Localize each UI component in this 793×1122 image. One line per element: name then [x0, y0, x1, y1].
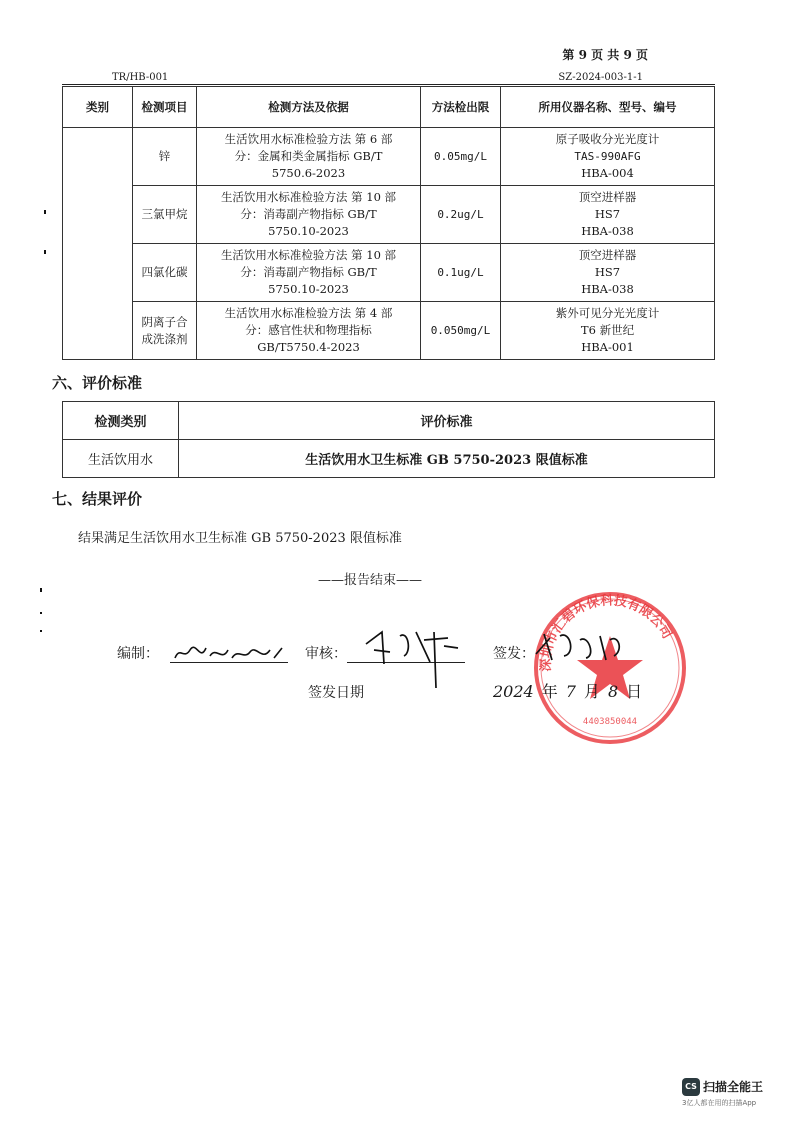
method-line: GB/T5750.4-2023 [257, 340, 360, 354]
issue-date-year: 2024 [493, 682, 534, 701]
method-line: 5750.10-2023 [268, 282, 349, 296]
evaluation-standard-table [62, 401, 715, 478]
reviewed-by-label: 审核： [305, 646, 347, 662]
table-row [63, 128, 715, 186]
doc-code-left: TR/HB-001 [112, 72, 169, 83]
instrument-cell [501, 244, 715, 302]
prepared-by-signature [170, 640, 288, 666]
test-category-cell: 生活饮用水 [63, 440, 179, 478]
standard-cell: 生活饮用水卫生标准 GB 5750-2023 限值标准 [179, 440, 715, 478]
doc-code-right: SZ-2024-003-1-1 [558, 72, 643, 83]
col-header-standard: 评价标准 [179, 402, 715, 440]
section-title-evaluation-standard: 六、评价标准 [52, 374, 143, 392]
instrument-id: HBA-001 [581, 340, 634, 354]
method-line: 生活饮用水标准检验方法 第 6 部 [224, 132, 393, 146]
day-unit: 日 [626, 682, 643, 701]
table-header-row [63, 87, 715, 128]
instrument-cell [501, 302, 715, 360]
page-number: 第 9 页 共 9 页 [562, 48, 648, 62]
report-end-marker: ——报告结束—— [318, 573, 423, 588]
svg-text:4403850044: 4403850044 [582, 717, 638, 727]
limit-cell: 0.1ug/L [421, 244, 501, 302]
issued-by-signature [530, 626, 630, 666]
table-row [63, 440, 715, 478]
issue-date-day: 8 [607, 682, 619, 701]
method-line: 生活饮用水标准检验方法 第 4 部 [224, 306, 393, 320]
issue-date-label: 签发日期 [308, 685, 364, 701]
method-line: 分：感官性状和物理指标 [245, 323, 372, 337]
result-text: 结果满足生活饮用水卫生标准 GB 5750-2023 限值标准 [78, 531, 402, 546]
table-header-row [63, 402, 715, 440]
table-row [63, 302, 715, 360]
col-header-method: 检测方法及依据 [197, 87, 421, 128]
scan-speck [40, 630, 42, 632]
section-title-result-evaluation: 七、结果评价 [52, 490, 143, 508]
instrument-model: HS7 [594, 207, 621, 221]
category-cell [63, 128, 133, 360]
instrument-model: T6 新世纪 [580, 323, 635, 337]
method-line: 分：金属和类金属指标 GB/T [234, 149, 383, 163]
instrument-model: TAS-990AFG [574, 150, 641, 163]
instrument-model: HS7 [594, 265, 621, 279]
instrument-name: 原子吸收分光光度计 [555, 132, 660, 146]
col-header-instrument: 所用仪器名称、型号、编号 [501, 87, 715, 128]
method-line: 5750.10-2023 [268, 224, 349, 238]
instrument-id: HBA-038 [581, 224, 634, 238]
item-cell: 锌 [133, 128, 197, 186]
item-cell: 四氯化碳 [133, 244, 197, 302]
limit-cell: 0.2ug/L [421, 186, 501, 244]
method-line: 分：消毒副产物指标 GB/T [240, 207, 377, 221]
scanner-logo-icon: CS [682, 1078, 700, 1096]
item-cell: 三氯甲烷 [133, 186, 197, 244]
scanner-app-name: 扫描全能王 [703, 1080, 764, 1094]
instrument-name: 顶空进样器 [578, 248, 637, 262]
prepared-by-label: 编制： [117, 646, 159, 662]
instrument-id: HBA-038 [581, 282, 634, 296]
instrument-name: 顶空进样器 [578, 190, 637, 204]
method-line: 分：消毒副产物指标 GB/T [240, 265, 377, 279]
reviewed-by-signature [360, 622, 470, 694]
scan-speck [40, 588, 42, 592]
method-cell [197, 244, 421, 302]
col-header-category: 类别 [63, 87, 133, 128]
issue-date-value [485, 679, 642, 702]
method-line: 5750.6-2023 [271, 166, 346, 180]
scan-speck [44, 250, 46, 254]
header-rule [62, 84, 715, 85]
col-header-limit: 方法检出限 [421, 87, 501, 128]
limit-cell: 0.05mg/L [421, 128, 501, 186]
limit-cell: 0.050mg/L [421, 302, 501, 360]
col-header-item: 检测项目 [133, 87, 197, 128]
issued-by-label: 签发： [493, 646, 535, 662]
year-unit: 年 [541, 682, 558, 701]
method-line: 生活饮用水标准检验方法 第 10 部 [220, 248, 397, 262]
month-unit: 月 [583, 682, 600, 701]
method-cell [197, 186, 421, 244]
table-row [63, 186, 715, 244]
method-cell [197, 128, 421, 186]
table-row [63, 244, 715, 302]
company-seal [530, 588, 690, 748]
scan-speck [40, 612, 42, 614]
issue-date-month: 7 [565, 682, 576, 701]
item-cell: 阴离子合 成洗涤剂 [133, 302, 197, 360]
instrument-cell [501, 186, 715, 244]
instrument-name: 紫外可见分光光度计 [555, 306, 660, 320]
instrument-cell [501, 128, 715, 186]
instrument-id: HBA-004 [581, 166, 634, 180]
scanner-app-tagline: 3亿人都在用的扫描App [682, 1099, 757, 1107]
method-cell [197, 302, 421, 360]
scan-speck [44, 210, 46, 214]
scanner-app-badge [682, 1076, 764, 1107]
method-line: 生活饮用水标准检验方法 第 10 部 [220, 190, 397, 204]
col-header-test-category: 检测类别 [63, 402, 179, 440]
svg-text:深圳市汇碧环保科技有限公司: 深圳市汇碧环保科技有限公司 [538, 593, 675, 672]
test-items-table [62, 86, 715, 360]
